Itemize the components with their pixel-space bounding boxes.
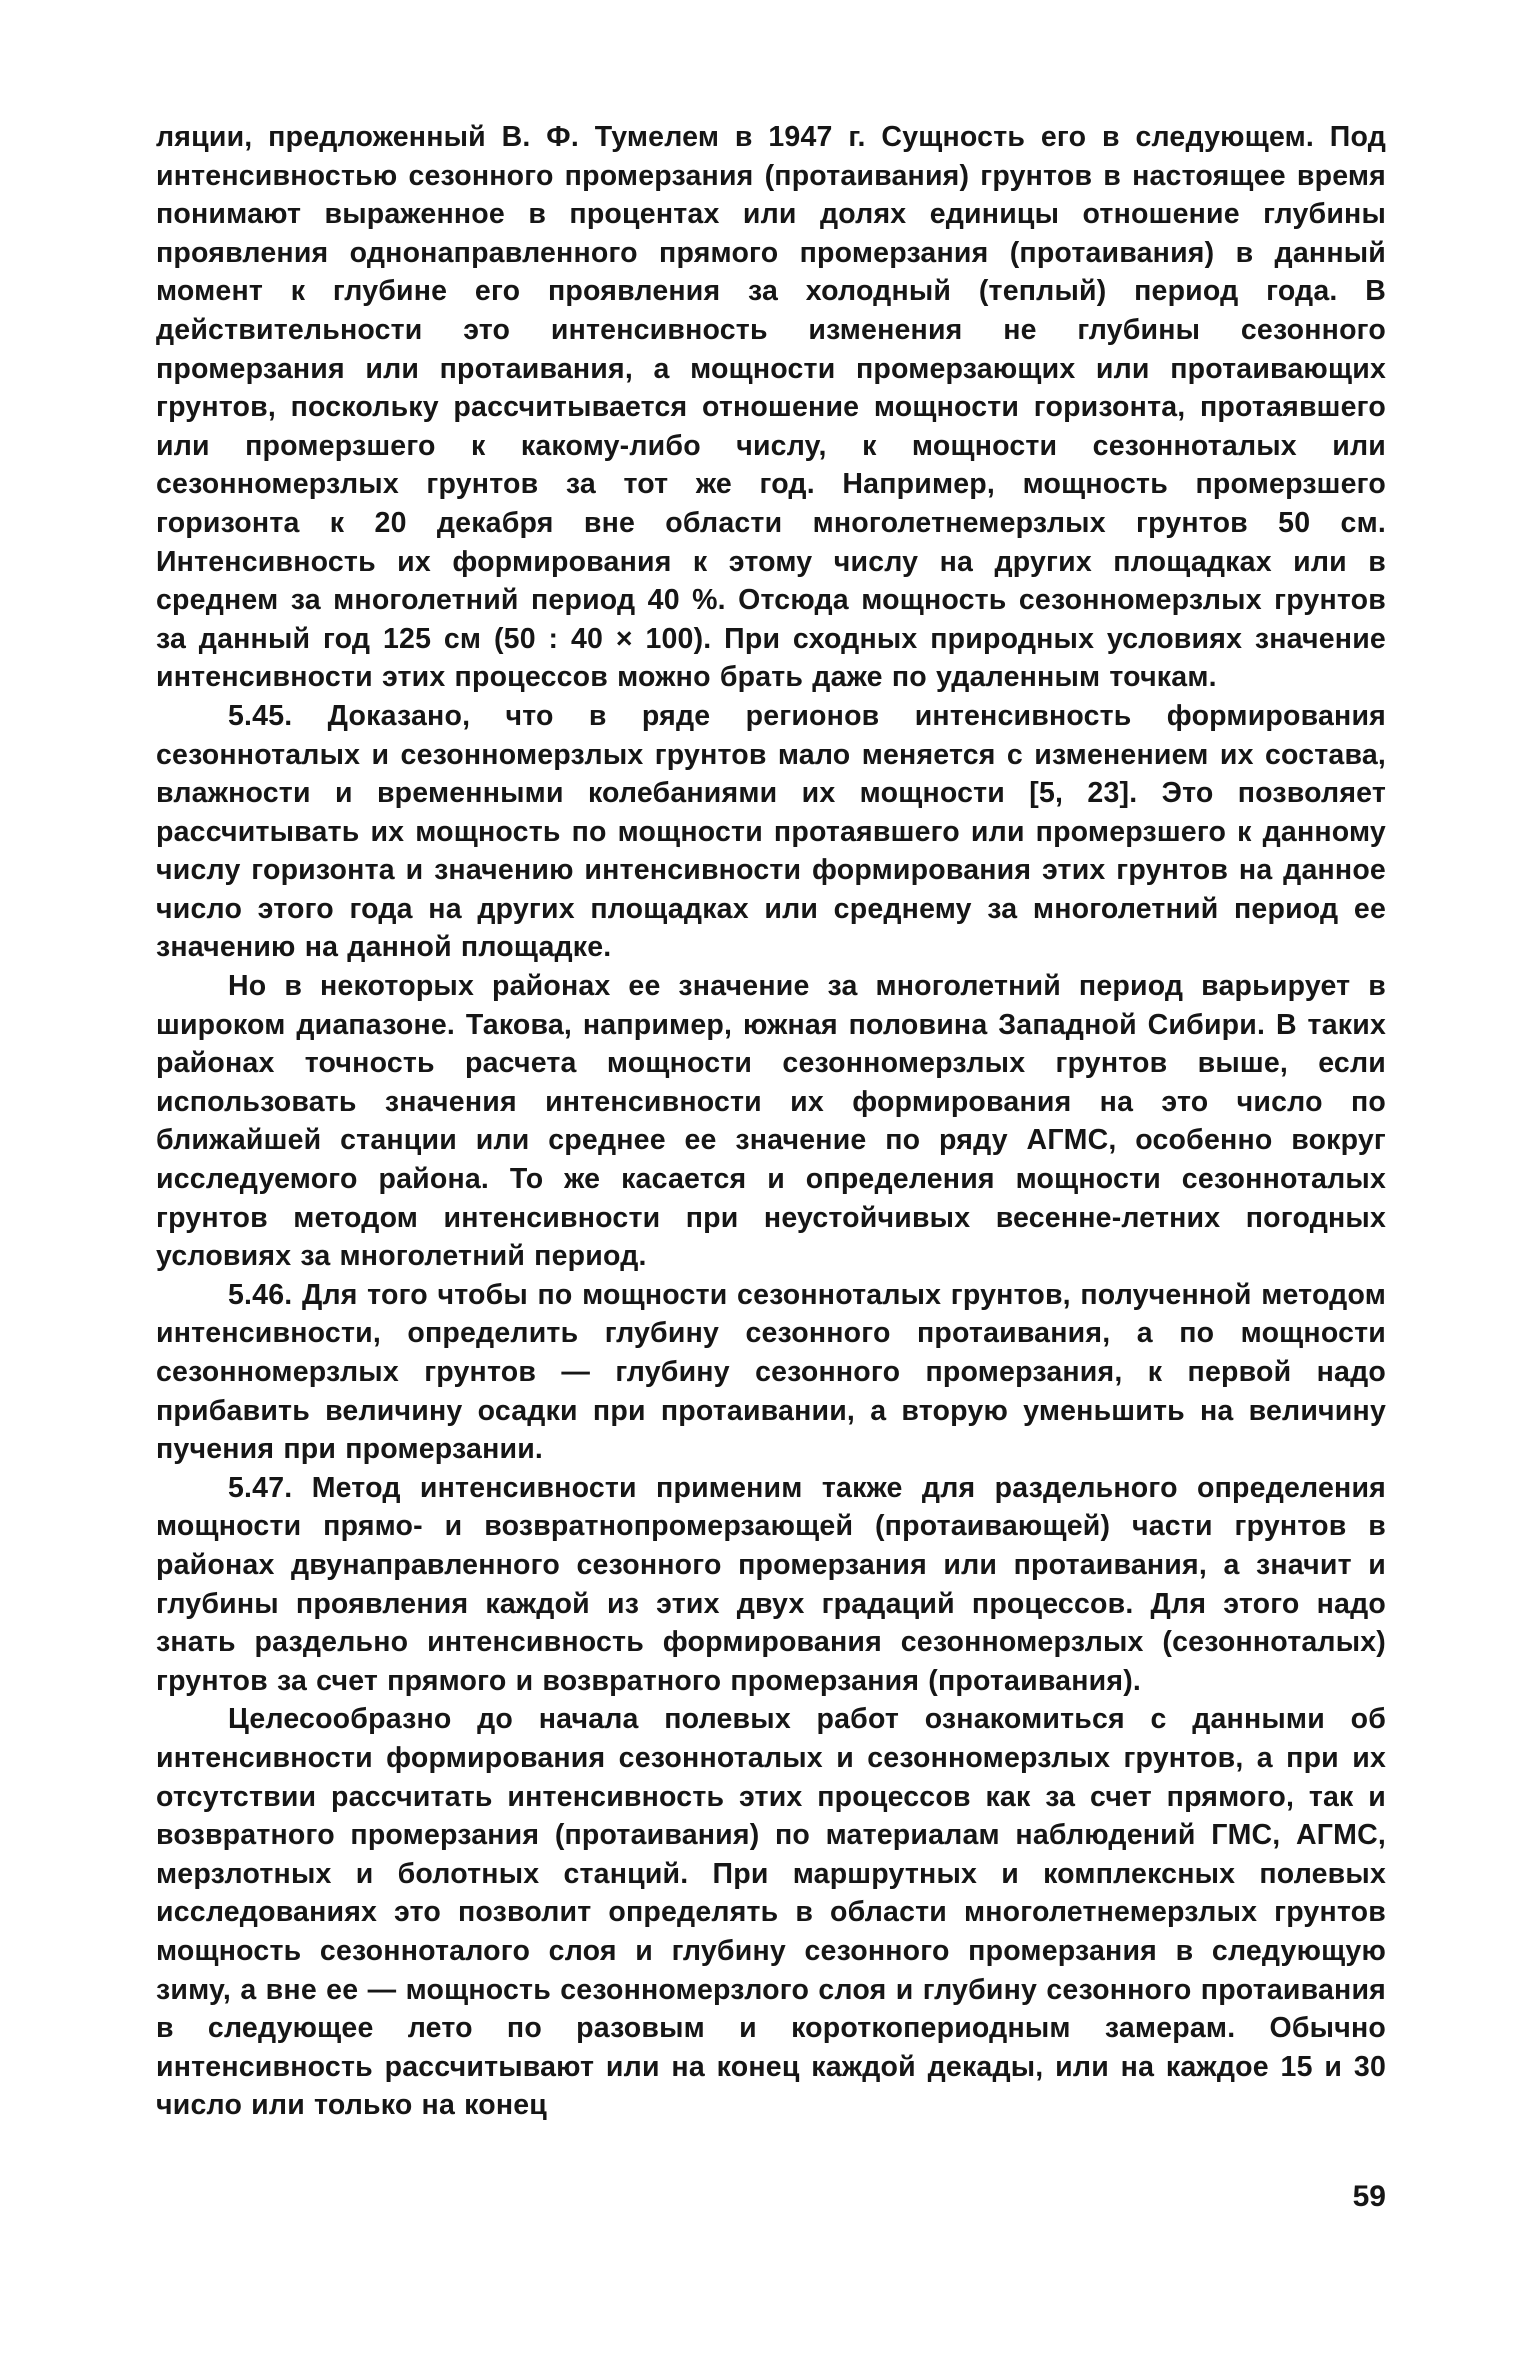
paragraph-3: Но в некоторых районах ее значение за многолетний период варьирует в широком диапазоне. Такова, например, южная половина Западной Сибири. В таких районах точность расчета мощности сезонномерзлых грунтов выше, если использовать значения интенсивности их формирования на это число по ближайшей станции или среднее ее значение по ряду АГМС, особенно вокруг исследуемого района. То же касается и определения мощности сезонноталых грунтов методом интенсивности при неустойчивых весенне-летних погодных условиях за многолетний период.	[156, 970, 1386, 1273]
paragraph-2: 5.45. Доказано, что в ряде регионов интенсивность формирования сезонноталых и сезонномерзлых грунтов мало меняется с изменением их состава, влажности и временными колебаниями их мощности [5, 23]. Это позволяет рассчитывать их мощность по мощности протаявшего или промерзшего к данному числу горизонта и значению интенсивности формирования этих грунтов на данное число этого года на других площадках или среднему за многолетний период ее значению на данной площадке.	[156, 699, 1386, 964]
paragraph-6: Целесообразно до начала полевых работ ознакомиться с данными об интенсивности формирования сезонноталых и сезонномерзлых грунтов, а при их отсутствии рассчитать интенсивность этих процессов как за счет прямого, так и возвратного промерзания (протаивания) по материалам наблюдений ГМС, АГМС, мерзлотных и болотных станций. При маршрутных и комплексных полевых исследованиях это позволит определять в области многолетнемерзлых грунтов мощность сезонноталого слоя и глубину сезонного промерзания в следующую зиму, а вне ее — мощность сезонномерзлого слоя и глубину сезонного протаивания в следующее лето по разовым и короткопериодным замерам. Обычно интенсивность рассчитывают или на конец каждой декады, или на каждое 15 и 30 число или только на конец	[156, 1703, 1386, 2122]
paragraph-4: 5.46. Для того чтобы по мощности сезонноталых грунтов, полученной методом интенсивности, определить глубину сезонного протаивания, а по мощности сезонномерзлых грунтов — глубину сезонного промерзания, к первой надо прибавить величину осадки при протаивании, а вторую уменьшить на величину пучения при промерзании.	[156, 1278, 1386, 1466]
paragraph-5: 5.47. Метод интенсивности применим также для раздельного определения мощности прямо- и возвратнопромерзающей (протаивающей) части грунтов в районах двунаправленного сезонного промерзания или протаивания, а значит и глубины проявления каждой из этих двух градаций процессов. Для этого надо знать раздельно интенсивность формирования сезонномерзлых (сезонноталых) грунтов за счет прямого и возвратного промерзания (протаивания).	[156, 1471, 1386, 1697]
page-body	[156, 118, 1386, 2125]
paragraph-1: ляции, предложенный В. Ф. Тумелем в 1947 г. Сущность его в следующем. Под интенсивностью сезонного промерзания (протаивания) грунтов в настоящее время понимают выраженное в процентах или долях единицы отношение глубины проявления однонаправленного прямого промерзания (протаивания) в данный момент к глубине его проявления за холодный (теплый) период года. В действительности это интенсивность изменения не глубины сезонного промерзания или протаивания, а мощности промерзающих или протаивающих грунтов, поскольку рассчитывается отношение мощности горизонта, протаявшего или промерзшего к какому-либо числу, к мощности сезонноталых или сезонномерзлых грунтов за тот же год. Например, мощность промерзшего горизонта к 20 декабря вне области многолетнемерзлых грунтов 50 см. Интенсивность их формирования к этому числу на других площадках или в среднем за многолетний период 40 %. Отсюда мощность сезонномерзлых грунтов за данный год 125 см (50 : 40 × 100). При сходных природных условиях значение интенсивности этих процессов можно брать даже по удаленным точкам.	[156, 121, 1386, 694]
page-number: 59	[1352, 2180, 1386, 2213]
